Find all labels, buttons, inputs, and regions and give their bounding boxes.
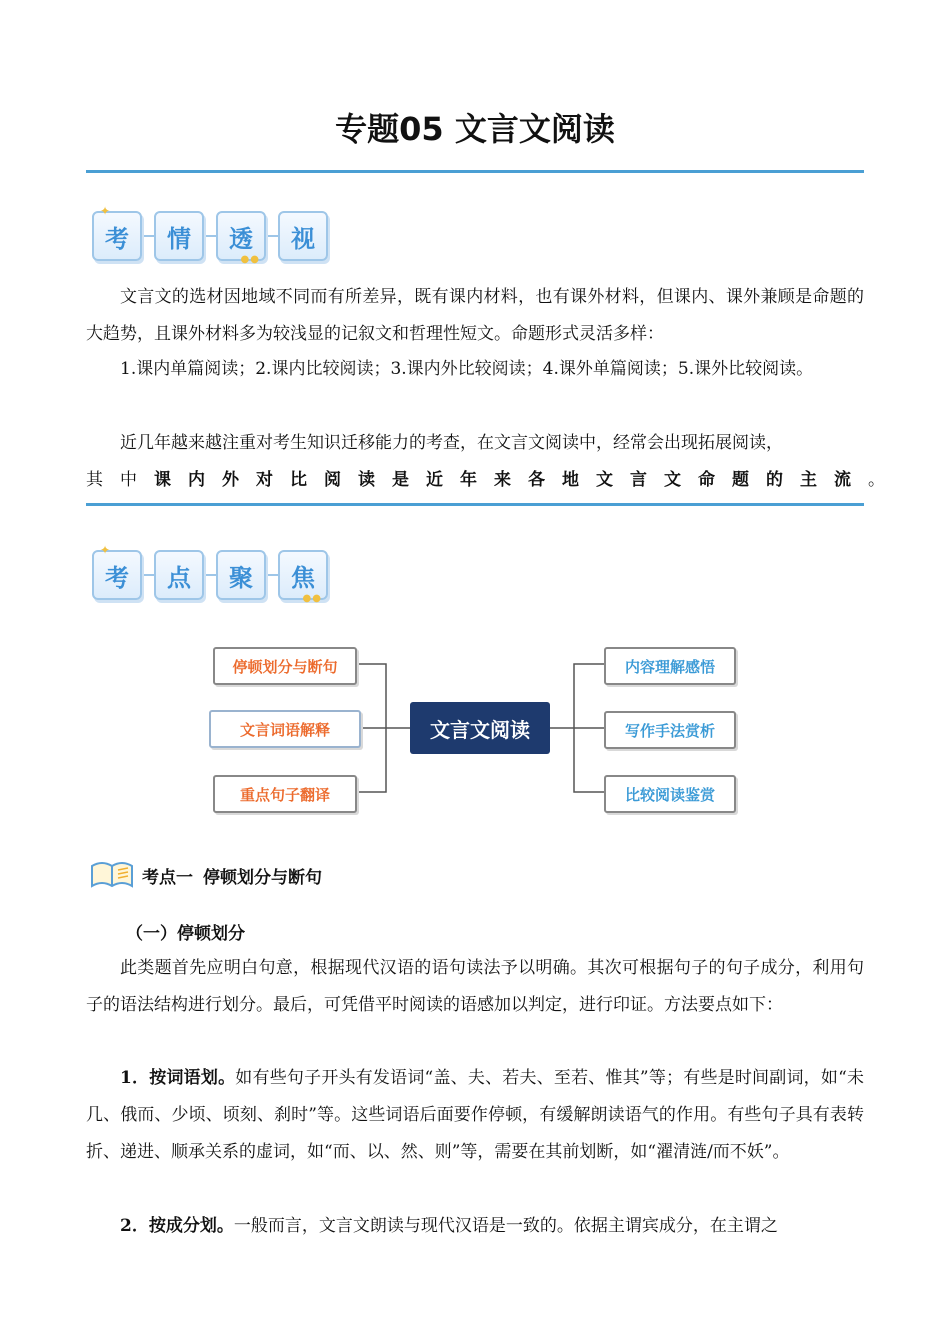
intro-paragraph-3: 近几年越来越注重对考生知识迁移能力的考查，在文言文阅读中，经常会出现拓展阅读， <box>120 433 783 453</box>
mindmap-node-left-3: 重点句子翻译 <box>213 775 357 813</box>
mindmap-node-right-1: 内容理解感悟 <box>604 647 736 685</box>
mindmap-node-right-2: 写作手法赏析 <box>604 711 736 749</box>
badge-char: ✦ 考 <box>92 550 142 600</box>
badge-char: 焦 ●● <box>278 550 328 600</box>
mindmap-center-node: 文言文阅读 <box>410 702 550 754</box>
badge-char: 点 <box>154 550 204 600</box>
open-book-icon <box>88 858 136 892</box>
dots-icon: ●● <box>240 254 260 265</box>
emphasis-text: 课内外对比阅读是近年来各地文言文命题的主流 <box>154 470 868 490</box>
badge-char: 情 <box>154 211 204 261</box>
dots-icon: ●● <box>302 593 322 604</box>
mindmap-node-left-2: 文言词语解释 <box>209 710 361 748</box>
intro-paragraph-3-cont: 其中课内外对比阅读是近年来各地文言文命题的主流。 <box>86 470 902 490</box>
mindmap-node-right-3: 比较阅读鉴赏 <box>604 775 736 813</box>
badge-char: 视 <box>278 211 328 261</box>
badge-char: ✦ 考 <box>92 211 142 261</box>
sparkle-icon: ✦ <box>100 204 111 218</box>
kaodian-heading: 考点一 停顿划分与断句 <box>88 858 322 892</box>
page-title: 专题05 文言文阅读 <box>335 110 615 148</box>
method-1-paragraph: 1．按词语划。如有些句子开头有发语词“盖、夫、若夫、至若、惟其”等；有些是时间副词，如“未几、俄而、少顷、顷刻、刹时”等。这些词语后面要作停顿，有缓解朗读语气的作用。有些句子具有表转折、递进、顺承关系的虚词，如“而、以、然、则”等，需要在其前划断，如“濯清涟/而不妖”。 <box>86 1068 864 1162</box>
sparkle-icon: ✦ <box>100 543 111 557</box>
intro-paragraph-1: 文言文的选材因地域不同而有所差异，既有课内材料，也有课外材料，但课内、课外兼顾是命题的大趋势，且课外材料多为较浅显的记叙文和哲理性短文。命题形式灵活多样： <box>86 287 864 344</box>
body-paragraph-1: 此类题首先应明白句意，根据现代汉语的语句读法予以明确。其次可根据句子的句子成分，利用句子的语法结构进行划分。最后，可凭借平时阅读的语感加以判定，进行印证。方法要点如下： <box>86 958 864 1015</box>
intro-paragraph-2: 1.课内单篇阅读；2.课内比较阅读；3.课内外比较阅读；4.课外单篇阅读；5.课外比较阅读。 <box>120 359 814 379</box>
mindmap-node-left-1: 停顿划分与断句 <box>213 647 357 685</box>
badge-char: 聚 <box>216 550 266 600</box>
badge-char: 透 ●● <box>216 211 266 261</box>
method-2-label: 2．按成分划。 <box>120 1216 234 1236</box>
subsection-heading: （一）停顿划分 <box>126 924 245 944</box>
method-2-paragraph: 2．按成分划。一般而言，文言文朗读与现代汉语是一致的。依据主谓宾成分，在主谓之 <box>120 1216 778 1236</box>
method-1-label: 1．按词语划。 <box>120 1068 236 1088</box>
